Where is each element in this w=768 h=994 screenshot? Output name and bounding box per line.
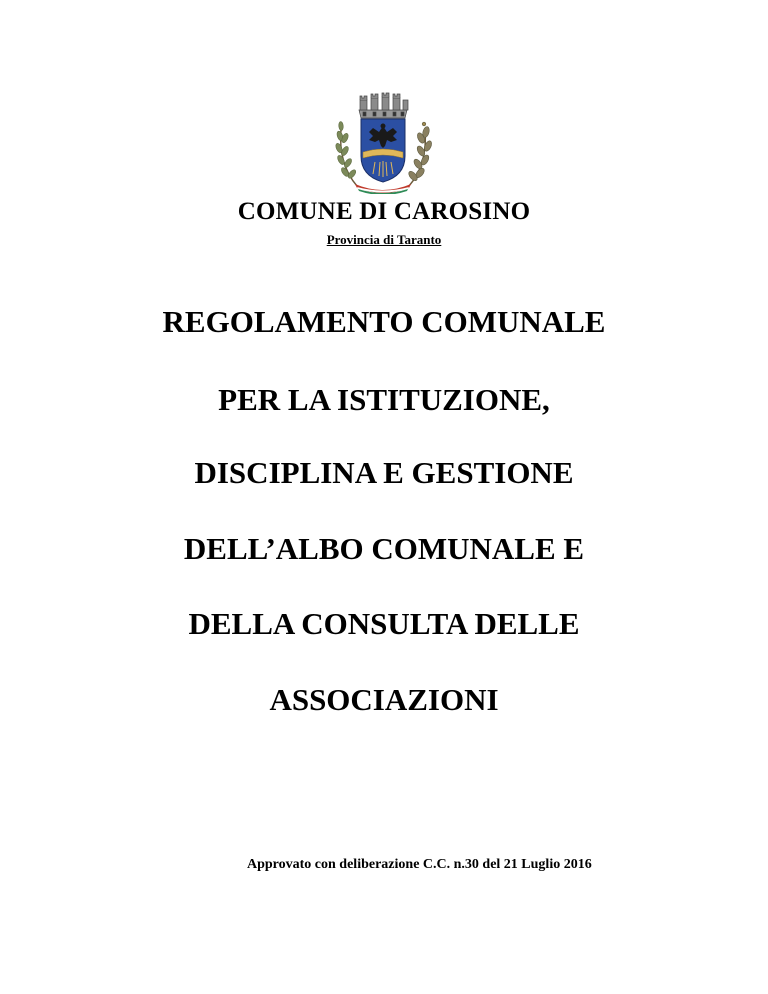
title-line-3: DISCIPLINA E GESTIONE	[194, 455, 574, 490]
title-line-2: PER LA ISTITUZIONE,	[218, 382, 550, 417]
approval-note: Approvato con deliberazione C.C. n.30 del 21 Luglio 2016	[247, 857, 592, 872]
title-line-4: DELL’ALBO COMUNALE E	[183, 531, 585, 566]
mural-crown	[359, 93, 408, 118]
title-line-6: ASSOCIAZIONI	[269, 682, 499, 717]
oak-branch-right	[407, 122, 433, 186]
province-name: Provincia di Taranto	[326, 232, 442, 247]
shield	[361, 119, 405, 182]
municipal-crest-image	[327, 88, 439, 194]
ribbon	[355, 184, 411, 194]
municipality-name: COMUNE DI CAROSINO	[237, 198, 531, 225]
laurel-branch-left	[335, 121, 358, 186]
title-line-1: REGOLAMENTO COMUNALE	[162, 304, 606, 339]
title-line-5: DELLA CONSULTA DELLE	[188, 606, 580, 641]
